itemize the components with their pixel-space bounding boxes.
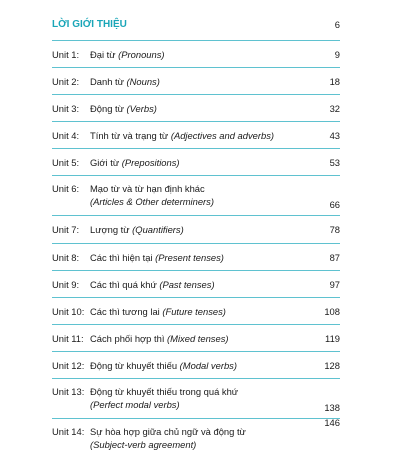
unit-title: Mạo từ và từ hạn định khác (Articles & Other determiners) (90, 183, 214, 208)
page-number: 43 (329, 130, 340, 142)
page-number: 53 (329, 157, 340, 169)
unit-title: Tính từ và trạng từ (Adjectives and adverbs) (90, 130, 275, 142)
page-number: 146 (324, 417, 340, 429)
toc-row-unit-8[interactable] (52, 244, 340, 271)
unit-title: Động từ khuyết thiếu (Modal verbs) (90, 359, 237, 371)
unit-label: Unit 9: (52, 278, 80, 290)
page-number: 9 (334, 49, 340, 60)
toc-heading-row[interactable] (52, 14, 340, 41)
toc-row-unit-1[interactable] (52, 41, 340, 68)
unit-title: Động từ (Verbs) (90, 103, 157, 115)
page-number: 18 (329, 76, 340, 88)
introduction-heading: LỜI GIỚI THIỆU (52, 19, 127, 30)
toc-row-unit-4[interactable] (52, 122, 340, 149)
unit-label: Unit 12: (52, 359, 85, 371)
unit-title: Các thì quá khứ (Past tenses) (90, 278, 215, 290)
table-of-contents (52, 14, 340, 451)
unit-label: Unit 3: (52, 103, 80, 115)
unit-label: Unit 6: (52, 183, 80, 195)
toc-row-unit-12[interactable] (52, 352, 340, 379)
page-number: 108 (324, 305, 340, 317)
page-number: 119 (325, 332, 340, 344)
page-number: 97 (329, 278, 340, 290)
unit-label: Unit 4: (52, 130, 80, 142)
unit-title: Sự hòa hợp giữa chủ ngữ và động từ (Subject-verb agreement) (90, 426, 246, 451)
unit-label: Unit 8: (52, 251, 80, 263)
unit-label: Unit 13: (52, 386, 85, 398)
toc-row-unit-5[interactable] (52, 149, 340, 176)
toc-row-unit-13[interactable] (52, 379, 340, 419)
toc-row-unit-11[interactable] (52, 325, 340, 352)
unit-label: Unit 7: (52, 224, 80, 236)
unit-label: Unit 11: (52, 332, 84, 344)
unit-label: Unit 1: (52, 49, 80, 60)
toc-row-unit-2[interactable] (52, 68, 340, 95)
toc-row-unit-10[interactable] (52, 298, 340, 325)
toc-row-unit-3[interactable] (52, 95, 340, 122)
page-number: 6 (334, 19, 340, 30)
unit-title: Danh từ (Nouns) (90, 76, 160, 88)
unit-label: Unit 5: (52, 157, 80, 169)
page-number: 32 (329, 103, 340, 115)
unit-label: Unit 10: (52, 305, 85, 317)
unit-label: Unit 14: (52, 426, 85, 438)
toc-row-unit-6[interactable] (52, 176, 340, 216)
unit-title: Lượng từ (Quantifiers) (90, 224, 184, 236)
toc-row-unit-7[interactable] (52, 216, 340, 243)
page-number: 87 (329, 251, 340, 263)
unit-title: Cách phối hợp thì (Mixed tenses) (90, 332, 229, 344)
unit-title: Giới từ (Prepositions) (90, 157, 180, 169)
unit-label: Unit 2: (52, 76, 80, 88)
page-number: 78 (329, 224, 340, 236)
page-number: 128 (324, 359, 340, 371)
unit-title: Các thì tương lai (Future tenses) (90, 305, 226, 317)
unit-title: Đại từ (Pronouns) (90, 49, 165, 60)
page-number: 66 (329, 199, 340, 211)
unit-title: Động từ khuyết thiếu trong quá khứ (Perfect modal verbs) (90, 386, 239, 411)
toc-row-unit-9[interactable] (52, 271, 340, 298)
page-number: 138 (324, 402, 340, 414)
unit-title: Các thì hiện tại (Present tenses) (90, 251, 224, 263)
toc-row-unit-14[interactable] (52, 417, 340, 451)
